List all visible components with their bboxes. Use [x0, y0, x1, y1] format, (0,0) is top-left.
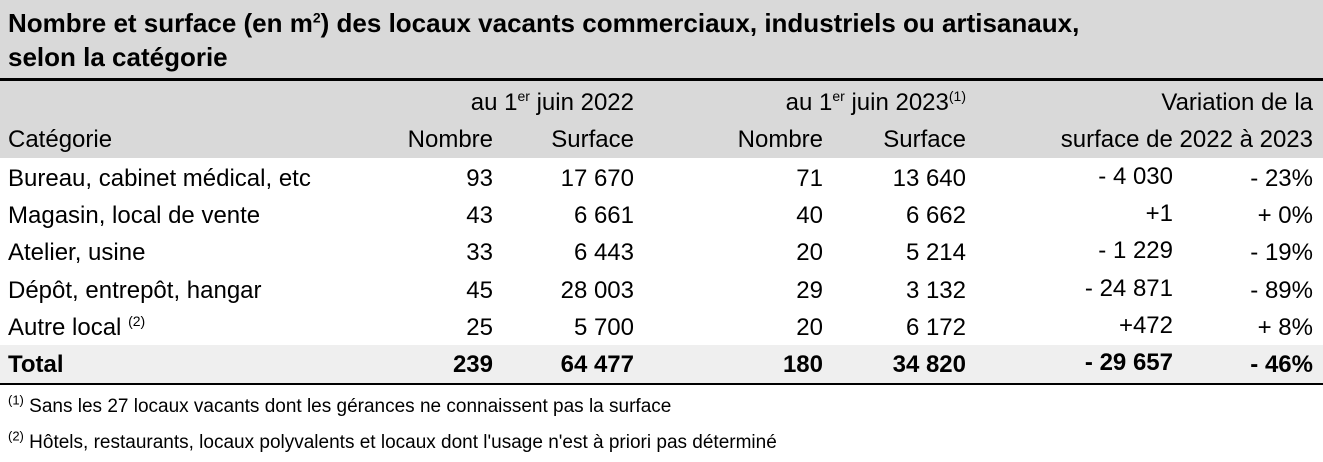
footnote-1: $^{(1)}$ Sans les 27 locaux vacants dont les gérances ne connaissent pas la surface [8, 392, 672, 417]
cell-variation-abs: +472 [1118, 312, 1173, 339]
header-nombre-2023: Nombre [737, 126, 823, 153]
cell-variation-pct: - 89% [1250, 277, 1313, 304]
header-variation-line1: Variation de la [1161, 89, 1313, 116]
cell-surface-2023: 6 662 [905, 202, 966, 229]
header-surface-2022: Surface [551, 126, 634, 153]
row-label: Atelier, usine [8, 239, 146, 266]
header-period-2022: au 1er juin 2022 [470, 88, 634, 116]
cell-variation-pct: + 8% [1257, 314, 1313, 341]
cell-surface-2022: 6 661 [573, 202, 634, 229]
cell-surface-2022: 5 700 [573, 314, 634, 341]
cell-variation-pct: - 19% [1250, 239, 1313, 266]
header-period-2023: au 1er juin 2023$^{(1)}$ [785, 88, 966, 116]
cell-surface-2022: 17 670 [560, 165, 634, 192]
total-variation-abs: - 29 657 [1084, 349, 1173, 376]
total-variation-pct: - 46% [1250, 351, 1313, 378]
cell-variation-abs: - 24 871 [1084, 275, 1173, 302]
cell-nombre-2022: 45 [466, 277, 493, 304]
row-label: Autre local $^{(2)}$ [8, 313, 146, 341]
row-label: Dépôt, entrepôt, hangar [8, 277, 262, 304]
row-label: Magasin, local de vente [8, 202, 261, 229]
cell-variation-pct: - 23% [1250, 165, 1313, 192]
header-surface-2023: Surface [883, 126, 966, 153]
total-surface-2022: 64 477 [560, 351, 634, 378]
cell-surface-2022: 6 443 [573, 239, 634, 266]
table-title: Nombre et surface (en $m^2$) des locaux vacants commerciaux, industriels ou artisanaux, selon la catégorie [8, 8, 1080, 72]
cell-nombre-2023: 20 [796, 239, 823, 266]
total-nombre-2022: 239 [452, 351, 493, 378]
cell-variation-abs: - 4 030 [1098, 163, 1173, 190]
row-label: Bureau, cabinet médical, etc [8, 165, 311, 192]
cell-surface-2023: 3 132 [905, 277, 966, 304]
total-nombre-2023: 180 [782, 351, 823, 378]
cell-nombre-2022: 43 [466, 202, 493, 229]
cell-variation-abs: - 1 229 [1098, 237, 1173, 264]
total-label: Total [8, 351, 64, 378]
cell-nombre-2023: 20 [796, 314, 823, 341]
cell-nombre-2023: 29 [796, 277, 823, 304]
cell-surface-2023: 6 172 [905, 314, 966, 341]
total-surface-2023: 34 820 [892, 351, 966, 378]
cell-nombre-2022: 33 [466, 239, 493, 266]
cell-variation-abs: +1 [1145, 200, 1173, 227]
header-categorie: Catégorie [8, 126, 113, 153]
footnote-2: $^{(2)}$ Hôtels, restaurants, locaux polyvalents et locaux dont l'usage n'est à priori pas déterminé [8, 428, 777, 453]
cell-nombre-2022: 93 [466, 165, 493, 192]
cell-surface-2022: 28 003 [560, 277, 634, 304]
header-variation-line2: surface de 2022 à 2023 [1060, 126, 1313, 153]
header-nombre-2022: Nombre [407, 126, 493, 153]
footnote-ref: (2) [128, 313, 146, 329]
cell-nombre-2023: 40 [796, 202, 823, 229]
cell-surface-2023: 5 214 [905, 239, 966, 266]
cell-nombre-2022: 25 [466, 314, 493, 341]
cell-nombre-2023: 71 [796, 165, 823, 192]
bottom-rule [0, 383, 1323, 385]
cell-surface-2023: 13 640 [892, 165, 966, 192]
cell-variation-pct: + 0% [1257, 202, 1313, 229]
